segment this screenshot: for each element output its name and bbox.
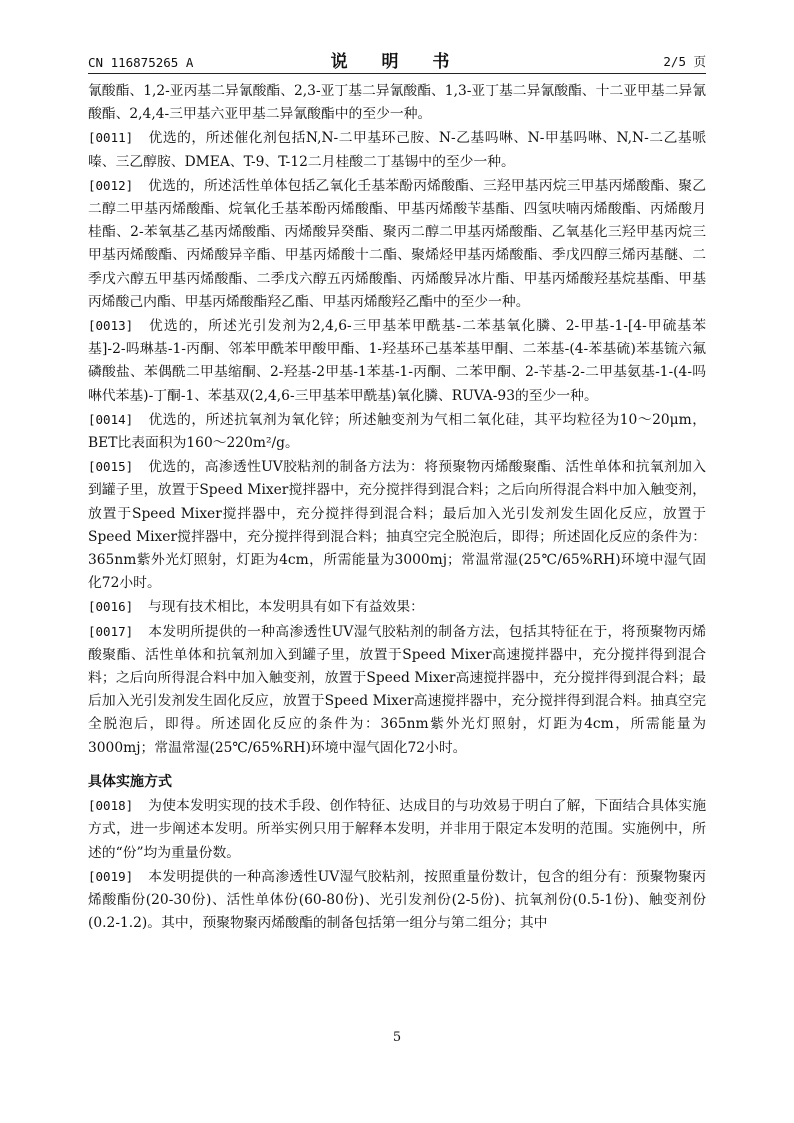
page-number: 5 [392, 1030, 402, 1045]
paragraph-text: 优选的，所述抗氧剂为氧化锌；所述触变剂为气相二氧化硅，其平均粒径为10～20μm，BET比表面积为160～220m²/g。 [88, 411, 706, 452]
paragraph-number: [0017] [88, 623, 134, 639]
continued-paragraph: 氰酸酯、1,2-亚丙基二异氰酸酯、2,3-亚丁基二异氰酸酯、1,3-亚丁基二异氰酸酯、十二亚甲基二异氰酸酯、2,4,4-三甲基六亚甲基二异氰酸酯中的至少一种。 [88, 83, 706, 123]
paragraph-0013 [88, 314, 706, 408]
section-heading: 具体实施方式 [88, 773, 172, 790]
paragraph-number: [0019] [88, 868, 134, 884]
paragraph-0019 [88, 865, 706, 936]
paragraph-number: [0012] [88, 177, 134, 193]
paragraph-0016 [88, 595, 706, 619]
page-indicator: 2/5 页 [663, 54, 706, 69]
paragraph-0018 [88, 794, 706, 865]
paragraph-number: [0011] [88, 130, 134, 146]
paragraph-text: 优选的，所述光引发剂为2,4,6-三甲基苯甲酰基-二苯基氧化膦、2-甲基-1-[4-甲硫基苯基]-2-吗琳基-1-丙酮、邻苯甲酰苯甲酸甲酯、1-羟基环己基苯基甲酮、二苯基-(4-苯基硫)苯基锍六氟磷酸盐、苯偶酰二甲基缩酮、2-羟基-2甲基-1苯基-1-丙酮、二苯甲酮、2-苄基-2-二甲基氨基-1-(4-吗啉代苯基)-丁酮-1、苯基双(2,4,6-三甲基苯甲酰基)氧化膦、RUVA-93的至少一种。 [88, 318, 706, 404]
paragraph-text: 本发明所提供的一种高渗透性UV湿气胶粘剂的制备方法，包括其特征在于，将预聚物丙烯酸聚酯、活性单体和抗氧剂加入到罐子里，放置于Speed Mixer高速搅拌器中，充分搅拌得到混合料；之后向所得混合料中加入触变剂，放置于Speed Mixer高速搅拌器中，充分搅拌得到混合料；最后加入光引发剂发生固化反应，放置于Speed Mixer高速搅拌器中，充分搅拌得到混合料。抽真空完全脱泡后，即得。所述固化反应的条件为：365nm紫外光灯照射，灯距为4cm，所需能量为3000mj；常温常湿(25℃/65%RH)环境中湿气固化72小时。 [88, 623, 706, 756]
paragraph-number: [0015] [88, 459, 134, 475]
document-body [88, 80, 706, 935]
paragraph-text: 优选的，高渗透性UV胶粘剂的制备方法为：将预聚物丙烯酸聚酯、活性单体和抗氧剂加入到罐子里，放置于Speed Mixer搅拌器中，充分搅拌得到混合料；之后向所得混合料中加入触变剂，放置于Speed Mixer搅拌器中，充分搅拌得到混合料；最后加入光引发剂发生固化反应，放置于Speed Mixer搅拌器中，充分搅拌得到混合料；抽真空完全脱泡后，即得；所述固化反应的条件为：365nm紫外光灯照射，灯距为4cm，所需能量为3000mj；常温常湿(25℃/65%RH)环境中湿气固化72小时。 [88, 459, 706, 592]
paragraph-0017 [88, 620, 706, 760]
paragraph-0015 [88, 455, 706, 595]
paragraph-text: 为使本发明实现的技术手段、创作特征、达成目的与功效易于明白了解，下面结合具体实施方式，进一步阐述本发明。所举实例只用于解释本发明，并非用于限定本发明的范围。实施例中，所述的“份”均为重量份数。 [88, 798, 706, 861]
paragraph-text: 优选的，所述催化剂包括N,N-二甲基环己胺、N-乙基吗啉、N-甲基吗啉、N,N-二乙基哌嗪、三乙醇胺、DMEA、T-9、T-12二月桂酸二丁基锡中的至少一种。 [88, 130, 706, 170]
paragraph-text: 优选的，所述活性单体包括乙氧化壬基苯酚丙烯酸酯、三羟甲基丙烷三甲基丙烯酸酯、聚乙二醇二甲基丙烯酸酯、烷氧化壬基苯酚丙烯酸酯、甲基丙烯酸苄基酯、四氢呋喃丙烯酸酯、丙烯酸月桂酯、2-苯氧基乙基丙烯酸酯、丙烯酸异癸酯、聚丙二醇二甲基丙烯酸酯、乙氧基化三羟甲基丙烷三甲基丙烯酸酯、丙烯酸异辛酯、甲基丙烯酸十二酯、聚烯烃甲基丙烯酸酯、季戊四醇三烯丙基醚、二季戊六醇五甲基丙烯酸酯、二季戊六醇五丙烯酸酯、丙烯酸异冰片酯、甲基丙烯酸羟基烷基酯、甲基丙烯酸己内酯、甲基丙烯酸酯羟乙酯、甲基丙烯酸羟乙酯中的至少一种。 [88, 177, 706, 310]
paragraph-text: 与现有技术相比，本发明具有如下有益效果： [148, 599, 424, 616]
paragraph-0011 [88, 126, 706, 173]
paragraph-number: [0014] [88, 411, 134, 427]
paragraph-text: 本发明提供的一种高渗透性UV湿气胶粘剂，按照重量份数计，包含的组分有：预聚物聚丙烯酸酯份(20-30份)、活性单体份(60-80份)、光引发剂份(2-5份)、抗氧剂份(0.5-1份)、触变剂份(0.2-1.2)。其中，预聚物聚丙烯酸酯的制备包括第一组分与第二组分；其中 [88, 868, 706, 932]
paragraph-number: [0013] [88, 318, 134, 334]
document-title: 说 明 书 [330, 52, 464, 72]
paragraph-number: [0016] [88, 599, 134, 615]
paragraph-number: [0018] [88, 798, 134, 814]
paragraph-0014 [88, 408, 706, 455]
publication-number: CN 116875265 A [88, 55, 194, 70]
header-rule [88, 73, 706, 74]
paragraph-0012 [88, 174, 706, 314]
page-header [88, 46, 706, 76]
